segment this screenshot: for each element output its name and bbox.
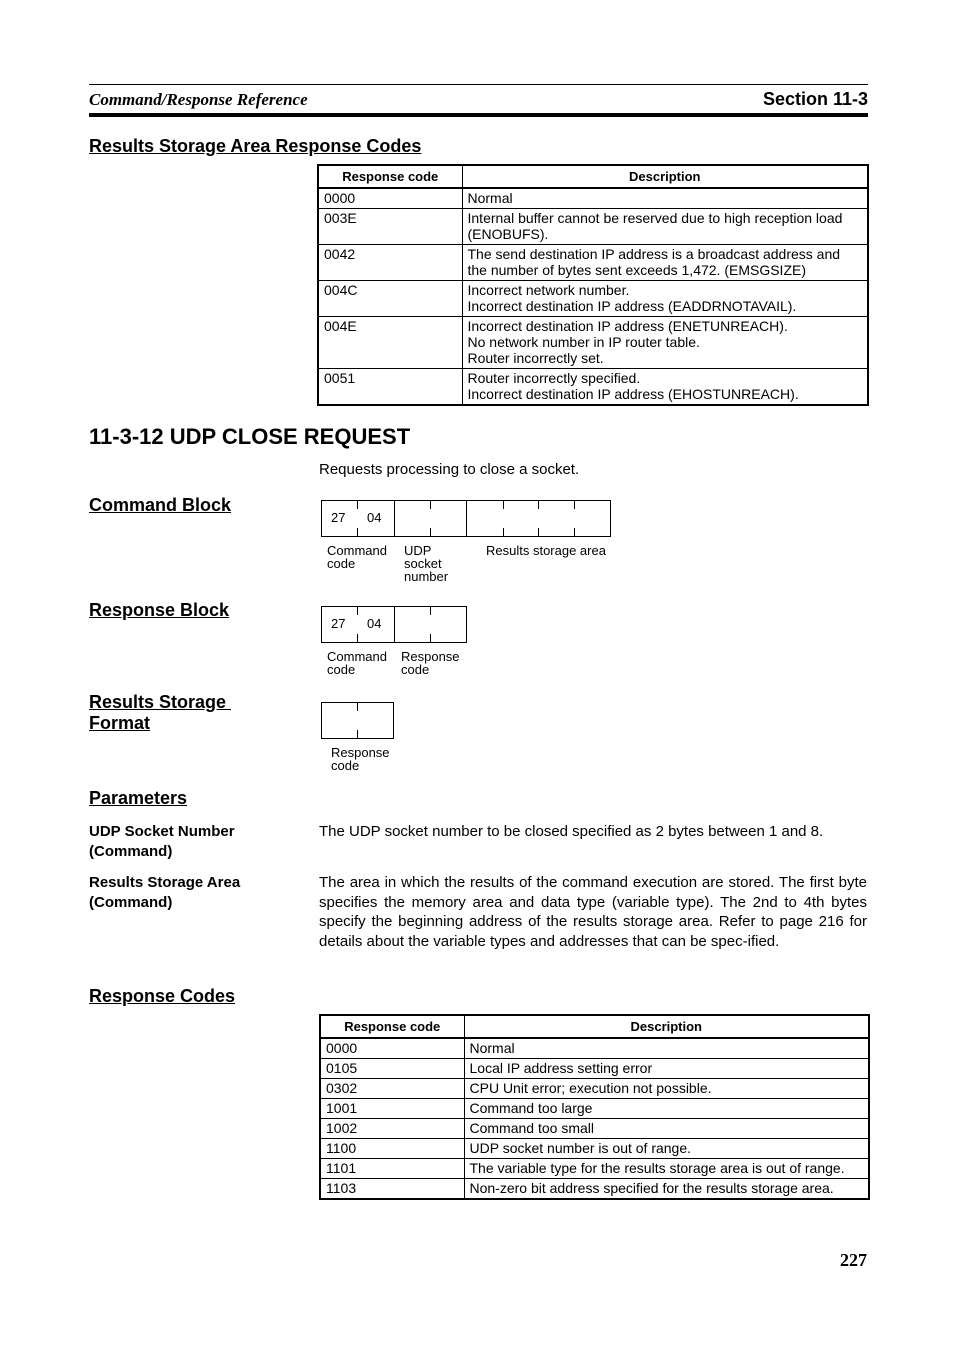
description-cell: Command too large <box>464 1099 869 1119</box>
response-code-cell: 1103 <box>320 1179 464 1200</box>
results-storage-codes-heading: Results Storage Area Response Codes <box>89 136 422 156</box>
description-cell <box>462 281 868 317</box>
table-header-row <box>320 1015 869 1038</box>
description-line: Router incorrectly specified. <box>467 370 641 386</box>
parameters-heading: Parameters <box>89 788 188 808</box>
response-code-cell: 0000 <box>320 1038 464 1059</box>
description-line: the number of bytes sent exceeds 1,472. (EMSGSIZE) <box>467 262 806 278</box>
description-cell <box>462 209 868 245</box>
description-cell: CPU Unit error; execution not possible. <box>464 1079 869 1099</box>
description-line: Router incorrectly set. <box>467 350 604 366</box>
table-row <box>320 1059 869 1079</box>
response-block-heading: Response Block <box>89 600 230 620</box>
section-intro: Requests processing to close a socket. <box>319 461 580 478</box>
table-row <box>320 1119 869 1139</box>
udp-socket-caption: UDP socket number <box>404 543 449 584</box>
response-code-cell: 0042 <box>318 245 462 281</box>
response-code-cell: 1001 <box>320 1099 464 1119</box>
description-line: Incorrect destination IP address (EADDRNOTAVAIL). <box>467 298 797 314</box>
description-cell: UDP socket number is out of range. <box>464 1139 869 1159</box>
table-row <box>318 209 868 245</box>
param-results-storage-label: Results Storage Area (Command) <box>89 874 241 911</box>
response-byte-2: 04 <box>367 616 382 631</box>
description-line: The send destination IP address is a broadcast address and <box>467 246 841 262</box>
response-code-cell: 004E <box>318 317 462 369</box>
command-byte-2: 04 <box>367 510 382 525</box>
table-row <box>318 317 868 369</box>
param-udp-socket-text: The UDP socket number to be closed specified as 2 bytes between 1 and 8. <box>319 823 824 840</box>
table-row <box>318 188 868 209</box>
description-line: No network number in IP router table. <box>467 334 700 350</box>
command-byte-1: 27 <box>331 510 346 525</box>
response-codes-heading: Response Codes <box>89 986 236 1006</box>
column-header-code: Response code <box>318 165 462 188</box>
results-storage-caption: Results storage area <box>486 543 606 558</box>
description-cell <box>462 317 868 369</box>
response-code-cell: 003E <box>318 209 462 245</box>
column-header-description: Description <box>464 1015 869 1038</box>
response-code-caption: Response code <box>401 649 460 677</box>
results-response-code-caption: Response code <box>331 745 390 773</box>
response-code-cell: 0105 <box>320 1059 464 1079</box>
results-storage-codes-table <box>317 164 869 406</box>
table-row <box>318 369 868 406</box>
page-number: 227 <box>840 1250 867 1270</box>
description-line: Incorrect network number. <box>467 282 630 298</box>
description-cell <box>462 245 868 281</box>
description-cell: Non-zero bit address specified for the results storage area. <box>464 1179 869 1200</box>
table-row <box>320 1179 869 1200</box>
command-block-heading: Command Block <box>89 495 232 515</box>
table-row <box>320 1079 869 1099</box>
table-row <box>320 1139 869 1159</box>
response-code-cell: 0302 <box>320 1079 464 1099</box>
description-line: Incorrect destination IP address (ENETUNREACH). <box>467 318 788 334</box>
description-cell <box>462 188 868 209</box>
column-header-code: Response code <box>320 1015 464 1038</box>
table-row <box>320 1038 869 1059</box>
description-cell: Command too small <box>464 1119 869 1139</box>
response-code-cell: 1002 <box>320 1119 464 1139</box>
header-rule-top <box>89 84 868 85</box>
header-rule-bottom <box>89 113 868 117</box>
description-cell: Local IP address setting error <box>464 1059 869 1079</box>
response-code-cell: 1100 <box>320 1139 464 1159</box>
command-code-caption: Command code <box>327 543 387 571</box>
response-code-cell: 0051 <box>318 369 462 406</box>
section-title: 11-3-12 UDP CLOSE REQUEST <box>89 424 411 449</box>
param-results-storage-text: The area in which the results of the command execution are stored. The first byte specifies the memory area and data type (variable type). The 2nd to 4th bytes specify the beginning address of the results storage area. Refer to page 216 for details about the variable types and addresses that can be spec-ified. <box>319 874 867 950</box>
description-line: Incorrect destination IP address (EHOSTUNREACH). <box>467 386 799 402</box>
description-cell <box>462 369 868 406</box>
table-row <box>318 245 868 281</box>
description-line: Internal buffer cannot be reserved due to high reception load <box>467 210 843 226</box>
response-code-cell: 004C <box>318 281 462 317</box>
response-code-cell: 0000 <box>318 188 462 209</box>
description-cell: Normal <box>464 1038 869 1059</box>
column-header-description: Description <box>462 165 868 188</box>
table-row <box>320 1159 869 1179</box>
description-cell: The variable type for the results storage area is out of range. <box>464 1159 869 1179</box>
response-command-code-caption: Command code <box>327 649 387 677</box>
table-row <box>320 1099 869 1119</box>
table-header-row <box>318 165 868 188</box>
running-header-section: Section 11-3 <box>762 89 868 109</box>
response-byte-1: 27 <box>331 616 346 631</box>
results-storage-format-heading: Results Storage Format <box>89 692 232 733</box>
description-line: Normal <box>467 190 513 206</box>
param-udp-socket-label: UDP Socket Number (Command) <box>89 823 235 860</box>
running-header-title: Command/Response Reference <box>89 90 308 109</box>
table-row <box>318 281 868 317</box>
response-codes-table <box>319 1014 870 1200</box>
description-line: (ENOBUFS). <box>467 226 549 242</box>
response-code-cell: 1101 <box>320 1159 464 1179</box>
